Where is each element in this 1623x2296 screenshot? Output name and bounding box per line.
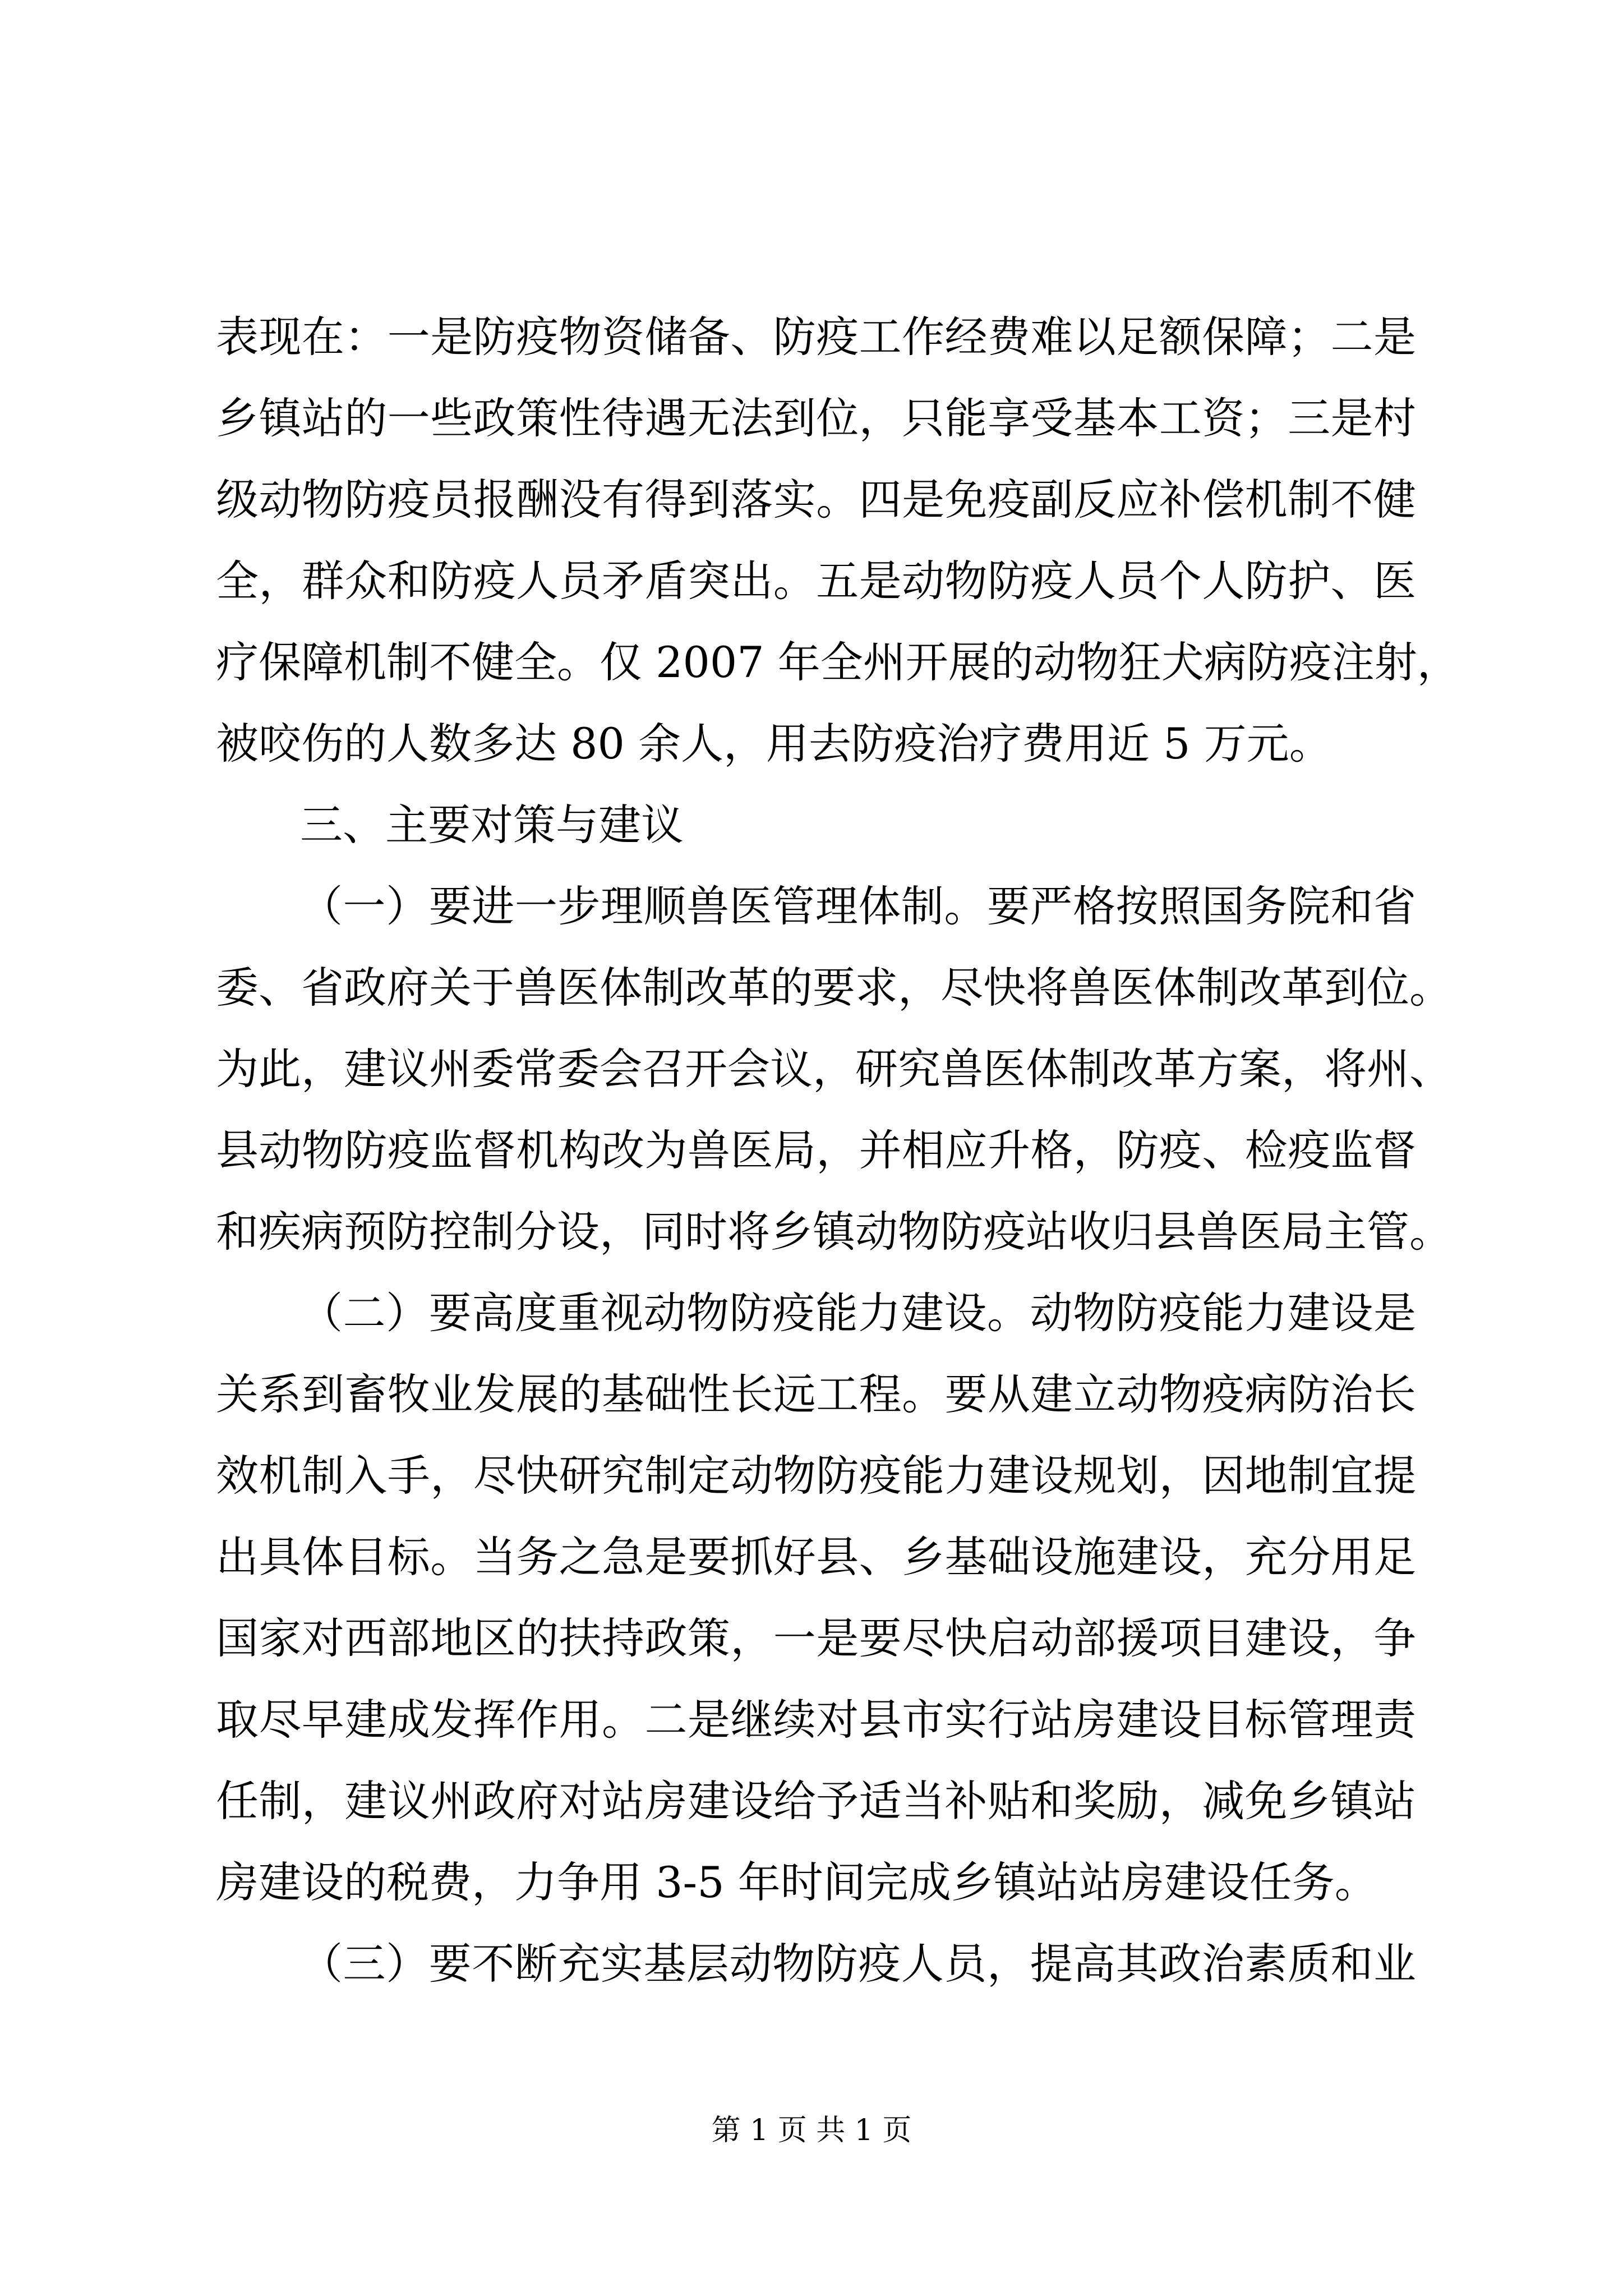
body-text-line: 疗保障机制不健全。仅 2007 年全州开展的动物狂犬病防疫注射， — [216, 637, 1460, 687]
body-text-line: 县动物防疫监督机构改为兽医局，并相应升格，防疫、检疫监督 — [216, 1125, 1416, 1175]
body-text-line: 乡镇站的一些政策性待遇无法到位，只能享受基本工资；三是村 — [216, 393, 1416, 443]
body-text-line: 表现在：一是防疫物资储备、防疫工作经费难以足额保障；二是 — [216, 312, 1416, 362]
section-heading: 三、主要对策与建议 — [300, 800, 684, 850]
body-text-line: 房建设的税费，力争用 3-5 年时间完成乡镇站站房建设任务。 — [216, 1857, 1377, 1907]
body-text-line: 为此，建议州委常委会召开会议，研究兽医体制改革方案，将州、 — [216, 1044, 1452, 1094]
body-text-line: 委、省政府关于兽医体制改革的要求，尽快将兽医体制改革到位。 — [216, 963, 1452, 1013]
body-text-line: 取尽早建成发挥作用。二是继续对县市实行站房建设目标管理责 — [216, 1695, 1416, 1745]
page-footer: 第 1 页 共 1 页 — [711, 2114, 912, 2147]
body-text-line: 全，群众和防疫人员矛盾突出。五是动物防疫人员个人防护、医 — [216, 556, 1416, 606]
paragraph-first-line: （二）要高度重视动物防疫能力建设。动物防疫能力建设是 — [300, 1288, 1416, 1338]
body-text-line: 关系到畜牧业发展的基础性长远工程。要从建立动物疫病防治长 — [216, 1369, 1416, 1419]
paragraph-first-line: （三）要不断充实基层动物防疫人员，提高其政治素质和业 — [300, 1939, 1416, 1989]
body-text-line: 被咬伤的人数多达 80 余人，用去防疫治疗费用近 5 万元。 — [216, 719, 1332, 769]
body-text-line: 和疾病预防控制分设，同时将乡镇动物防疫站收归县兽医局主管。 — [216, 1207, 1452, 1257]
body-text-line: 效机制入手，尽快研究制定动物防疫能力建设规划，因地制宜提 — [216, 1451, 1416, 1501]
paragraph-first-line: （一）要进一步理顺兽医管理体制。要严格按照国务院和省 — [300, 881, 1416, 931]
body-text-line: 任制，建议州政府对站房建设给予适当补贴和奖励，减免乡镇站 — [216, 1776, 1416, 1826]
body-text-line: 国家对西部地区的扶持政策，一是要尽快启动部援项目建设，争 — [216, 1613, 1416, 1663]
body-text-line: 出具体目标。当务之急是要抓好县、乡基础设施建设，充分用足 — [216, 1532, 1416, 1582]
body-text-line: 级动物防疫员报酬没有得到落实。四是免疫副反应补偿机制不健 — [216, 475, 1416, 524]
